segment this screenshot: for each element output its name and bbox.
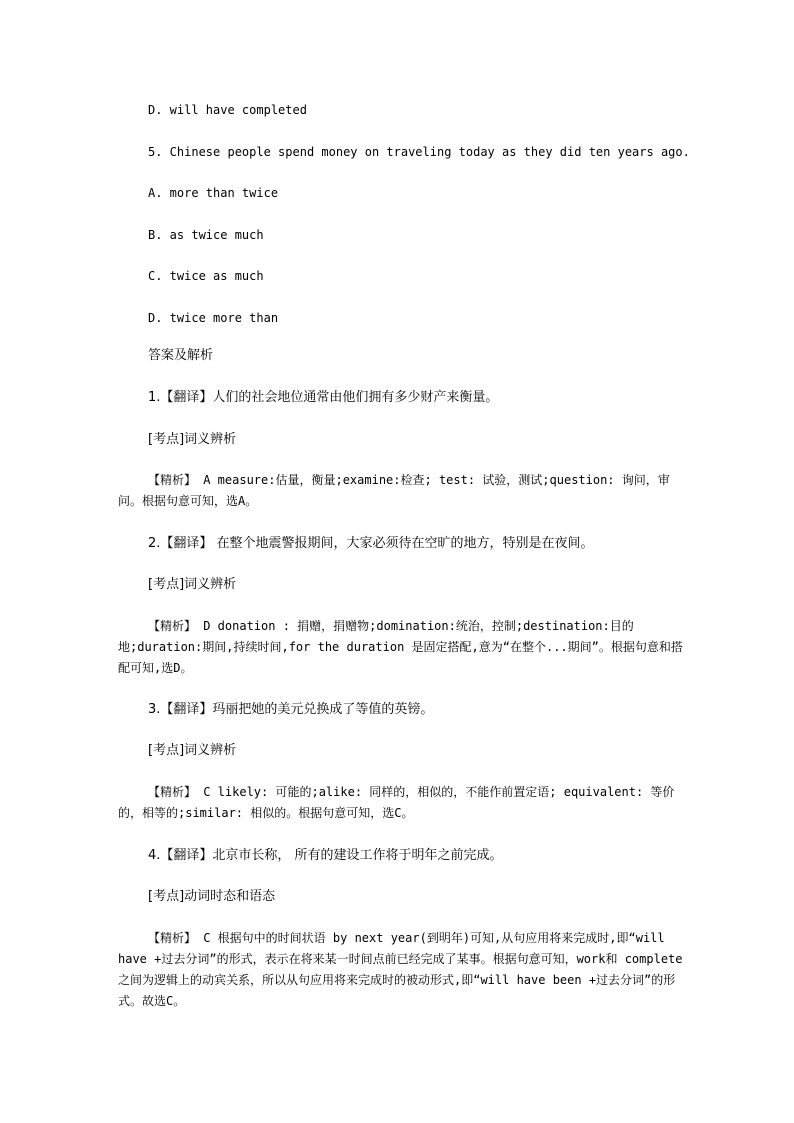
option-q5-c: C. twice as much	[148, 269, 264, 283]
answers-heading: 答案及解析	[148, 348, 214, 363]
option-q5-b: B. as twice much	[148, 228, 264, 242]
answer-3-translation: 3.【翻译】玛丽把她的美元兑换成了等值的英镑。	[148, 702, 434, 717]
answer-3-analysis: 【精析】 C likely: 可能的;alike: 同样的，相似的，不能作前置定语; equivalent: 等价的，相等的;similar: 相似的。根据句意可知，选C。	[118, 785, 675, 820]
answer-2-point: [考点]词义辨析	[148, 577, 237, 592]
option-q5-d: D. twice more than	[148, 311, 279, 325]
answer-1-point: [考点]词义辨析	[148, 432, 237, 447]
answer-1-analysis: 【精析】 A measure:估量，衡量;examine:检查; test: 试验，测试;question: 询问，审问。根据句意可知，选A。	[118, 473, 670, 508]
answer-4-point: [考点]动词时态和语态	[148, 889, 276, 904]
answer-3-point: [考点]词义辨析	[148, 743, 237, 758]
option-q5-a: A. more than twice	[148, 186, 279, 200]
answer-4-analysis: 【精析】 C 根据句中的时间状语 by next year(到明年)可知,从句应用将来完成时,即“will have +过去分词”的形式，表示在将来某一时间点前已经完成了某事。根据句意可知，work和 complete之间为逻辑上的动宾关系，所以从句应用将来完成时的被动形式,即“will have been +过去分词”的形式。故选C。	[118, 931, 683, 1008]
answer-4-translation: 4.【翻译】北京市长称， 所有的建设工作将于明年之前完成。	[148, 848, 503, 863]
option-q4-d: D. will have completed	[148, 103, 307, 117]
answer-2-translation: 2.【翻译】 在整个地震警报期间，大家必须待在空旷的地方，特别是在夜间。	[148, 536, 594, 551]
question-5-stem: 5. Chinese people spend money on traveling today as they did ten years ago.	[148, 145, 690, 159]
answer-1-translation: 1.【翻译】人们的社会地位通常由他们拥有多少财产来衡量。	[148, 390, 499, 405]
answer-2-analysis: 【精析】 D donation : 捐赠，捐赠物;domination:统治，控制;destination:目的地;duration:期间,持续时间,for the duration 是固定搭配,意为“在整个...期间”。根据句意和搭配可知,选D。	[118, 619, 683, 675]
